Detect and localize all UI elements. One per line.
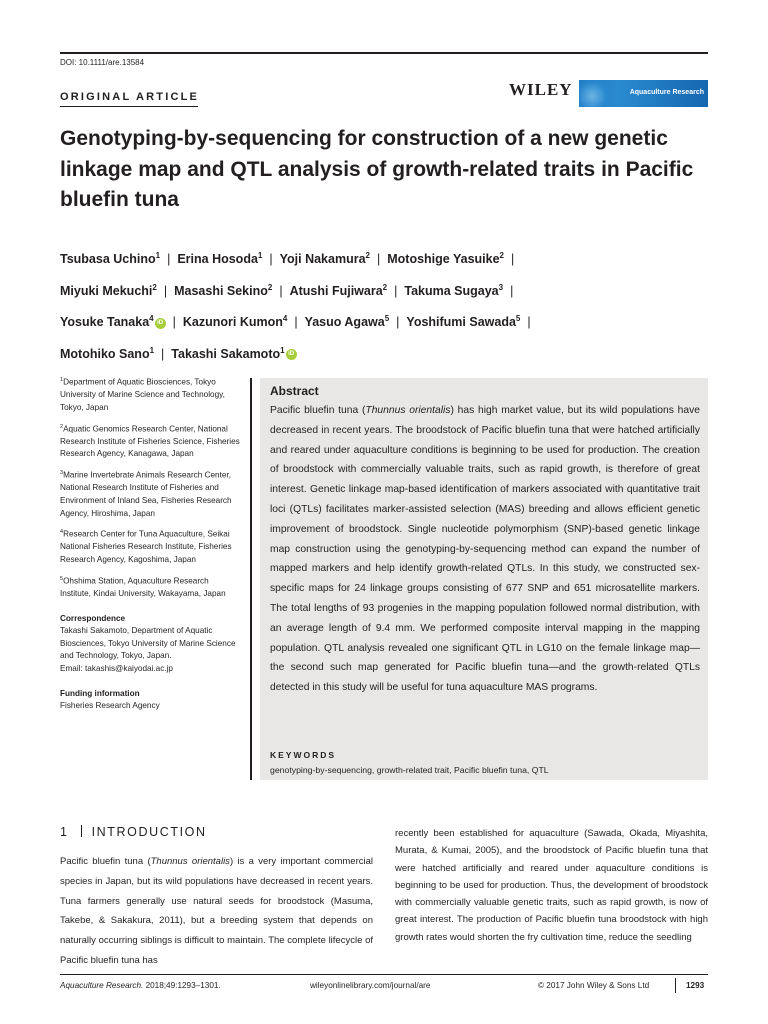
footer-rule [60,974,708,975]
abstract-divider [250,378,252,780]
doi: DOI: 10.1111/are.13584 [60,58,145,67]
orcid-icon[interactable]: iD [286,349,297,360]
author-name[interactable]: Erina Hosoda$^1$ [177,251,263,267]
author-name[interactable]: Motoshige Yasuike$^2$ [387,251,504,267]
footer-citation: Aquaculture Research. 2018;49:1293–1301. [60,981,221,990]
publisher-logo[interactable]: WILEY [509,80,573,99]
section-separator [81,825,82,837]
abstract-heading: Abstract [270,384,319,398]
top-rule [60,52,708,54]
author-name[interactable]: Yosuke Tanaka$^4$ [60,314,154,330]
section-number: 1 [60,825,69,839]
footer-copyright: © 2017 John Wiley & Sons Ltd [538,981,650,990]
journal-logo-text: Aquaculture Research [629,89,704,96]
author-name[interactable]: Motohiko Sano$^1$ [60,345,155,362]
author-line-1: Tsubasa Uchino$^1$ | Erina Hosoda$^1$ | Yoji Nakamura$^2$ | Motoshige Yasuike$^2$ | [60,251,515,267]
correspondence-heading: Correspondence [60,613,126,623]
author-name[interactable]: Takuma Sugaya$^3$ [404,282,504,298]
affiliation: $^1$Department of Aquatic Biosciences, Tokyo University of Marine Science and Technology, Tokyo, Japan [60,377,225,412]
author-list [60,242,710,369]
article-type-underline [60,106,198,107]
correspondence-text: Takashi Sakamoto, Department of Aquatic Biosciences, Tokyo University of Marine Science and Technology, Tokyo, Japan. [60,626,236,661]
author-name[interactable]: Yoji Nakamura$^2$ [279,251,370,267]
affiliation: $^3$Marine Invertebrate Animals Research Center, National Research Institute of Fisheries and Environment of Inland Sea, Fisheries Research Agency, Hiroshima, Japan [60,470,232,518]
author-name[interactable]: Takashi Sakamoto$^1$ [171,345,285,362]
author-name[interactable]: Atushi Fujiwara$^2$ [289,282,388,298]
author-name[interactable]: Kazunori Kumon$^4$ [182,314,288,330]
author-name[interactable]: Miyuki Mekuchi$^2$ [60,282,157,298]
footer-url[interactable]: wileyonlinelibrary.com/journal/are [310,981,431,990]
affiliations [60,374,240,713]
article-title: Genotyping-by-sequencing for construction of a new genetic linkage map and QTL analysis of growth-related traits in Pacific bluefin tuna [60,127,694,211]
page-number: 1293 [686,981,705,990]
author-name[interactable]: Yoshifumi Sawada$^5$ [406,314,521,330]
author-line-4: Motohiko Sano$^1$ | Takashi Sakamoto$^1$ iD [60,337,710,369]
affiliation: $^2$Aquatic Genomics Research Center, National Research Institute of Fisheries Science, Fisheries Research Agency, Kanagawa, Japan [60,423,240,459]
author-line-2: Miyuki Mekuchi$^2$ | Masashi Sekino$^2$ | Atushi Fujiwara$^2$ | Takuma Sugaya$^3$ | [60,282,514,298]
keywords-text: genotyping-by-sequencing, growth-related trait, Pacific bluefin tuna, QTL [270,765,549,775]
section-title: INTRODUCTION [91,825,207,839]
affiliation: $^5$Ohshima Station, Aquaculture Research Institute, Kindai University, Wakayama, Japan [60,575,226,598]
section-heading-introduction [60,825,207,839]
intro-right-column: recently been established for aquaculture (Sawada, Okada, Miyashita, Murata, & Kumai, 2005), and the broodstock of Pacific bluefin tuna that were hatched artificially and reared under aquaculture conditions is beginning to be used for production. Thus, the development of broodstock with commercially valuable genetic traits, such as rapid growth, is now of great interest. The production of Pacific bluefin tuna broodstock with high growth rates would shorten the fry cultivation time, reduce the seedling [395,828,708,943]
funding-text: Fisheries Research Agency [60,701,160,711]
journal-logo-wave-icon [579,80,623,107]
journal-logo[interactable] [579,80,708,107]
author-name[interactable]: Masashi Sekino$^2$ [174,282,273,298]
author-name[interactable]: Tsubasa Uchino$^1$ [60,251,161,267]
footer-separator [675,978,676,993]
author-name[interactable]: Yasuo Agawa$^5$ [304,314,390,330]
article-type: ORIGINAL ARTICLE [60,91,200,103]
abstract-text: Pacific bluefin tuna (Thunnus orientalis) has high market value, but its wild populations have decreased in recent years. The broodstock of Pacific bluefin tuna that were hatched artificially and reared under aquaculture conditions is beginning to be used for production. The creation of broodstock with commercially valuable traits, such as rapid growth, is therefore of great interest. Genetic linkage map-based identification of markers associated with quantitative trait loci (QTLs) facilitates marker-assisted selection (MAS) breeding and allows efficient genetic improvement of broodstock. Single nucleotide polymorphism (SNP)-based genetic linkage map construction using the genotyping-by-sequencing method can expand the number of mapped markers and help identify growth-related QTLs. In this study, we constructed sex-specific maps for 24 linkage groups consisting of 677 SNP and 651 microsatellite markers. The total lengths of 93 progenies in the mapping population followed normal distribution, with an average length of 9.4 mm. We performed composite interval mapping in the mapping population. QTL analysis revealed one significant QTL in LG10 on the female linkage map—the second such map generated for Pacific bluefin tuna—and the growth-related QTLs detected in this study will be useful for tuna aquaculture MAS programs. [270,405,700,694]
funding-heading: Funding information [60,688,140,698]
author-line-3: Yosuke Tanaka$^4$ iD | Kazunori Kumon$^4$ | Yasuo Agawa$^5$ | Yoshifumi Sawada$^5$ | [60,314,531,330]
orcid-icon[interactable]: iD [155,318,166,329]
affiliation: $^4$Research Center for Tuna Aquaculture, Seikai National Fisheries Research Institute, Fisheries Research Agency, Kagoshima, Japan [60,529,232,565]
keywords-heading: KEYWORDS [270,750,337,760]
intro-left-column: Pacific bluefin tuna (Thunnus orientalis) is a very important commercial species in Japan, but its wild populations have decreased in recent years. Tuna farmers generally use natural seeds for broodstock (Masuma, Takebe, & Sakakura, 2011), but a breeding system that depends on naturally occurring siblings is difficult to maintain. The complete lifecycle of Pacific bluefin tuna has [60,856,373,966]
correspondence-email[interactable]: Email: takashis@kaiyodai.ac.jp [60,663,173,673]
